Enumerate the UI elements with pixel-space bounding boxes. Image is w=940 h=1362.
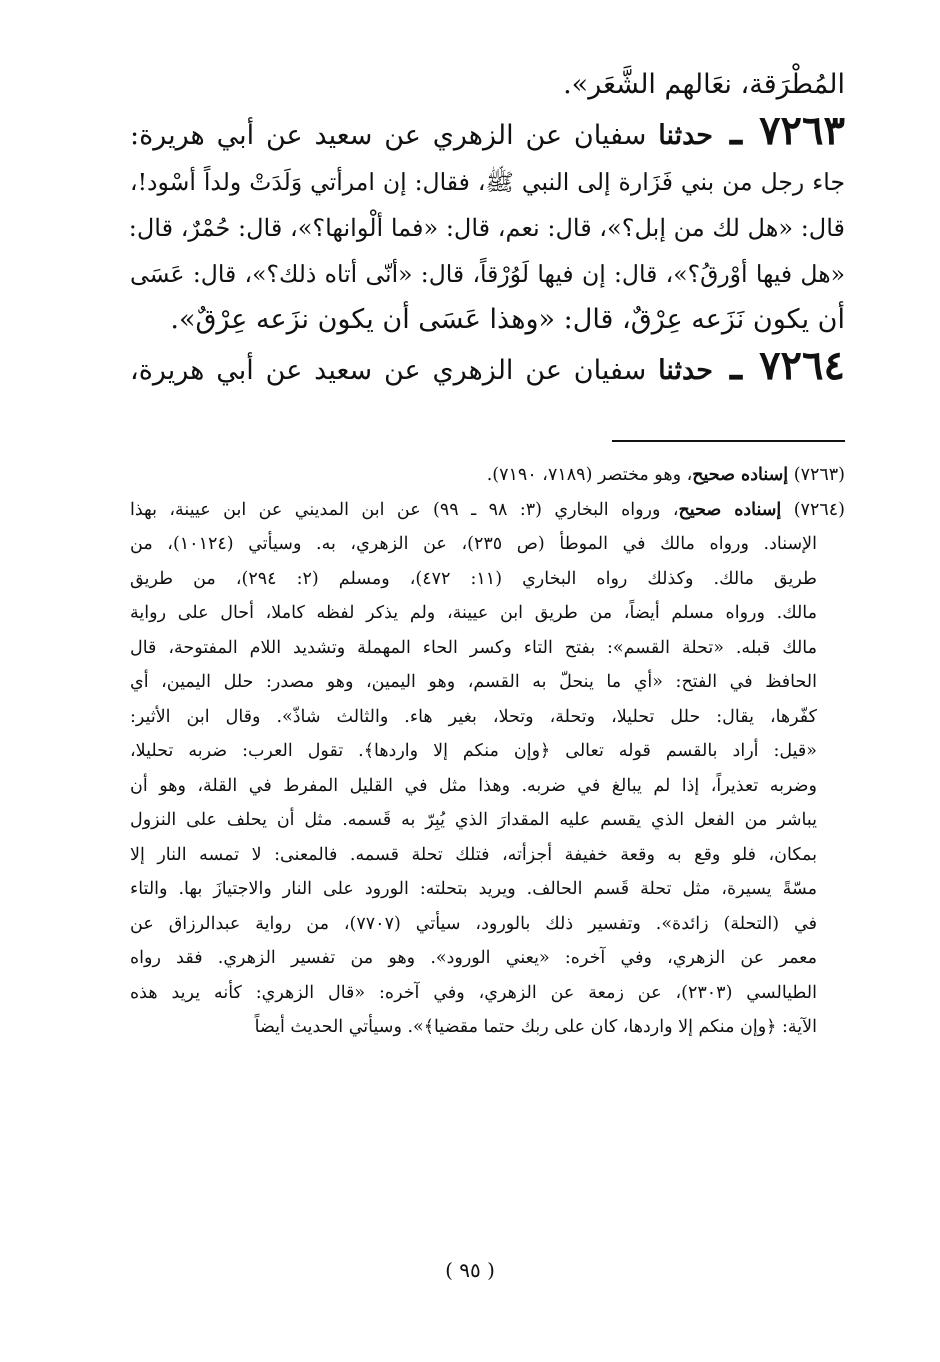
hadith-7264-heading-line	[130, 343, 845, 394]
footnote-text: ، وهو مختصر (٧١٨٩، ٧١٩٠).	[486, 465, 693, 485]
footnote-separator	[612, 440, 845, 442]
hadith-text-line: أن يكون نَزَعه عِرْقٌ، قال: «وهذا عَسَى أن يكون نزَعه عِرْقٌ».	[170, 304, 845, 335]
hadith-text-line: جاء رجل من بني فَزَارة إلى النبي ﷺ، فقال: إن امرأتي وَلَدَتْ ولداً أسْود!،	[130, 168, 845, 196]
footnote-line: مسّةً يسيرة، مثل تحلة قَسم الحالف. ويريد بتحلته: الورود على النار والاجتيازَ بها. والتاء	[130, 879, 817, 899]
footnote-line: يباشر من الفعل الذي يقسم عليه المقدارَ الذي يُبِرّ به قَسمه. مثل أن يحلف على النزول	[130, 810, 817, 830]
grading: إسناده صحيح	[692, 465, 789, 485]
footnote-line: وضربه تعذيراً، إذا لم يبالغ في ضربه. وهذا مثل في القليل المفرط في القلة، وهو أن	[130, 775, 817, 796]
footnote-7263	[130, 458, 845, 493]
footnote-number: (٧٢٦٤)	[781, 499, 845, 520]
hadith-dash: ـ	[712, 342, 760, 389]
isnad-text: سفيان عن الزهري عن سعيد عن أبي هريرة:	[130, 120, 659, 151]
footnote-line: مالك قبله. «تحلة القسم»: بفتح التاء وكسر الحاء المهملة وتشديد اللام المفتوحة، قال	[130, 637, 817, 658]
continuation-line: المُطْرَقة، نعَالهم الشَّعَر».	[563, 69, 845, 100]
footnote-line: الطيالسي (٢٣٠٣)، عن زمعة عن الزهري، وفي آخره: «قال الزهري: كأنه يريد هذه	[130, 982, 817, 1003]
footnote-line: «قيل: أراد بالقسم قوله تعالى ﴿وإن منكم إلا واردها﴾. تقول العرب: ضربه تحليلا،	[130, 741, 817, 761]
footnote-line: الإسناد. ورواه مالك في الموطأ (ص ٢٣٥)، عن الزهري، به. وسيأتي (١٠١٢٤)، من	[130, 534, 817, 554]
narration-keyword: حدثنا	[658, 355, 713, 386]
footnote-line: الحافظ في الفتح: «أي ما ينحلّ به القسم، وهو اليمين، وهو مصدر: حلل اليمين، أي	[130, 672, 817, 692]
isnad-text: سفيان عن الزهري عن سعيد عن أبي هريرة،	[130, 355, 659, 386]
footnote-number: (٧٢٦٣)	[788, 465, 845, 485]
footnote-line: بمكان، فلو وقع به وقعة خفيفة أجزأته، فتلك تحلة قسمه. فالمعنى: لا تمسه النار إلا	[130, 844, 817, 865]
page-number: ( ٩٥ )	[445, 1258, 495, 1282]
footnote-line: طريق مالك. وكذلك رواه البخاري (١١: ٤٧٢)، ومسلم (٢: ٢٩٤)، من طريق	[130, 568, 817, 589]
footnote-line: في (التحلة) زائدة». وتفسير ذلك بالورود، سيأتي (٧٧٠٧)، من رواية عبدالرزاق عن	[130, 913, 818, 934]
narration-keyword: حدثنا	[658, 120, 713, 151]
footnote-line: الآية: ﴿وإن منكم إلا واردها، كان على ربك حتما مقضيا﴾». وسيأتي الحديث أيضاً	[254, 1017, 817, 1037]
hadith-text-line: قال: «هل لك من إبل؟»، قال: نعم، قال: «فما ألْوانها؟»، قال: حُمْرٌ، قال:	[128, 214, 845, 242]
hadith-dash: ـ	[713, 107, 760, 154]
hadith-text-block	[130, 62, 845, 394]
footnote-line: معمر عن الزهري، وفي آخره: «يعني الورود». وهو من تفسير الزهري. فقد رواه	[130, 948, 817, 968]
hadith-7263-heading-line	[130, 108, 845, 159]
grading: إسناده صحيح	[678, 499, 782, 520]
hadith-text-line: «هل فيها أوْرقُ؟»، قال: إن فيها لَوُرْقاً، قال: «أنّى أتاه ذلك؟»، قال: عَسَى	[130, 260, 845, 288]
footnote-line: كفّرها، يقال: حلل تحليلا، وتحلة، وتحلا، بغير هاء. والثالث شاذّ». وقال ابن الأثير:	[130, 706, 817, 727]
footnotes-block	[130, 458, 845, 1045]
footnote-7264	[130, 493, 845, 528]
footnote-continuation	[130, 527, 845, 1045]
footnote-text: ، ورواه البخاري (٣: ٩٨ ـ ٩٩) عن ابن المديني عن ابن عيينة، بهذا	[130, 499, 679, 520]
hadith-number: ٧٢٦٣	[759, 107, 845, 154]
footnote-line: مالك. ورواه مسلم أيضاً، من طريق ابن عيينة، ولم يذكر لفظه كاملا، أحال على رواية	[130, 603, 817, 623]
hadith-number: ٧٢٦٤	[759, 342, 845, 389]
